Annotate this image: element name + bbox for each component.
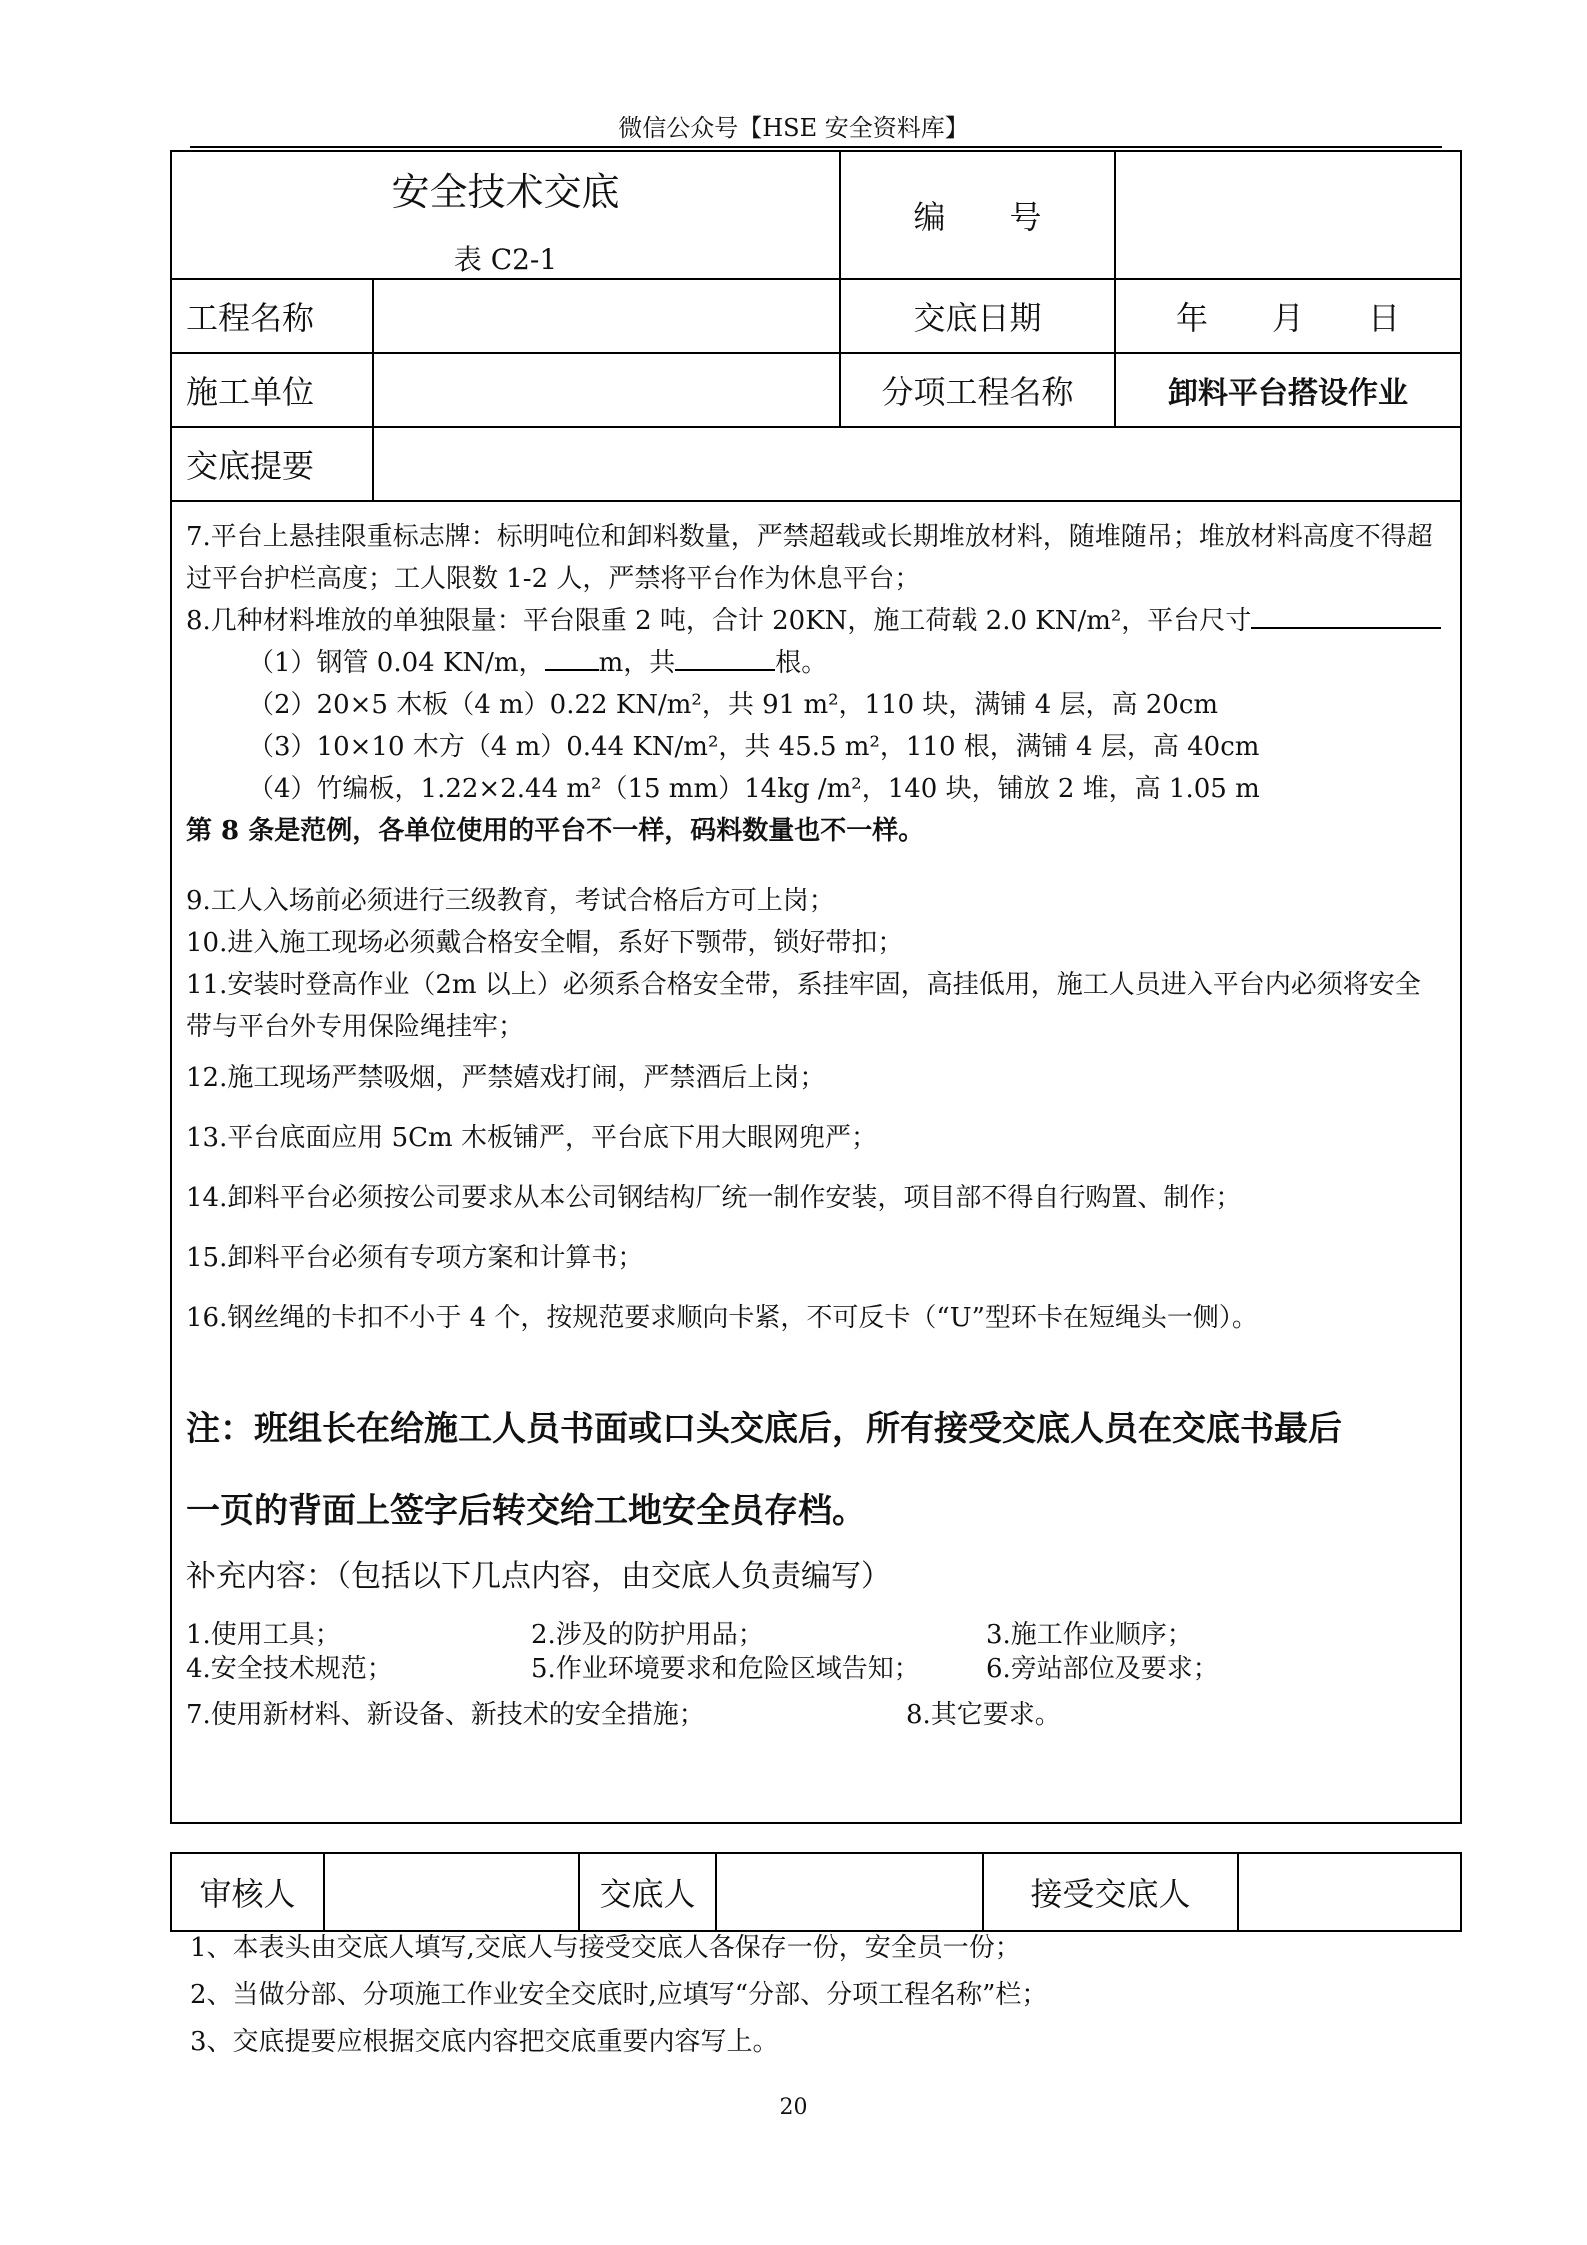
form-title-cell <box>171 151 840 279</box>
item-8-1 <box>186 642 1446 684</box>
item-9: 9.工人入场前必须进行三级教育，考试合格后方可上岗； <box>186 886 835 916</box>
project-name-field[interactable] <box>373 279 840 353</box>
item-8-4: （4）竹编板，1.22×2.44 m²（15 mm）14kg /m²，140 块，铺放 2 堆，高 1.05 m <box>248 774 1260 804</box>
count-blank[interactable] <box>675 643 775 671</box>
form-code: 表 C2-1 <box>453 242 558 276</box>
sub-project-field[interactable]: 卸料平台搭设作业 <box>1115 353 1461 427</box>
date-field[interactable]: 年 月 日 <box>1115 279 1461 353</box>
supplement-item-7: 7.使用新材料、新设备、新技术的安全措施； <box>186 1700 705 1730</box>
reviewer-label: 审核人 <box>171 1853 324 1931</box>
summary-label: 交底提要 <box>171 427 373 501</box>
item-10: 10.进入施工现场必须戴合格安全帽，系好下颚带，锁好带扣； <box>186 928 904 958</box>
discloser-field[interactable] <box>716 1853 983 1931</box>
supplement-item-8: 8.其它要求。 <box>906 1700 1061 1730</box>
note-line-1: 注：班组长在给施工人员书面或口头交底后，所有接受交底人员在交底书最后 <box>186 1409 1342 1449</box>
number-field[interactable] <box>1115 151 1461 279</box>
footnotes <box>190 1925 1047 2066</box>
item-13: 13.平台底面应用 5Cm 木板铺严，平台底下用大眼网兜严； <box>186 1123 877 1153</box>
supplement-item-6: 6.旁站部位及要求； <box>986 1654 1219 1684</box>
receiver-field[interactable] <box>1238 1853 1461 1931</box>
item-7: 7.平台上悬挂限重标志牌：标明吨位和卸料数量，严禁超载或长期堆放材料，随堆随吊；堆放材料高度不得超过平台护栏高度；工人限数 1-2 人，严禁将平台作为休息平台； <box>186 522 1433 594</box>
item-8-1c: 根。 <box>775 648 828 678</box>
supplement-item-3: 3.施工作业顺序； <box>986 1620 1193 1650</box>
item-15: 15.卸料平台必须有专项方案和计算书； <box>186 1243 644 1273</box>
sub-project-label: 分项工程名称 <box>840 353 1115 427</box>
supplement-title: 补充内容：（包括以下几点内容，由交底人负责编写） <box>186 1559 891 1594</box>
discloser-label: 交底人 <box>579 1853 716 1931</box>
unit-field[interactable] <box>373 353 840 427</box>
item-8-text: 8.几种材料堆放的单独限量：平台限重 2 吨，合计 20KN，施工荷载 2.0 KN/m²，平台尺寸 <box>186 606 1252 636</box>
header-divider <box>190 146 1442 148</box>
number-label: 编 号 <box>840 151 1115 279</box>
item-8-2: （2）20×5 木板（4 m）0.22 KN/m²，共 91 m²，110 块，满铺 4 层，高 20cm <box>248 690 1219 720</box>
supplement-item-4: 4.安全技术规范； <box>186 1654 393 1684</box>
supplement-item-1: 1.使用工具； <box>186 1620 341 1650</box>
supplement-item-2: 2.涉及的防护用品； <box>531 1620 764 1650</box>
footnote-2: 2、当做分部、分项施工作业安全交底时,应填写“分部、分项工程名称”栏； <box>190 1980 1048 2010</box>
safety-disclosure-form <box>170 150 1462 1824</box>
supplement-row-2 <box>186 1652 1446 1686</box>
item-8 <box>186 600 1446 642</box>
page-number: 20 <box>779 2095 808 2120</box>
supplement-row-1 <box>186 1618 1446 1652</box>
reviewer-field[interactable] <box>324 1853 579 1931</box>
disclosure-content <box>171 501 1461 1823</box>
item-14: 14.卸料平台必须按公司要求从本公司钢结构厂统一制作安装，项目部不得自行购置、制作； <box>186 1183 1242 1213</box>
item-8-3: （3）10×10 木方（4 m）0.44 KN/m²，共 45.5 m²，110 根，满铺 4 层，高 40cm <box>248 732 1260 762</box>
item-12: 12.施工现场严禁吸烟，严禁嬉戏打闹，严禁酒后上岗； <box>186 1063 826 1093</box>
signature-table <box>170 1852 1462 1932</box>
page-header: 微信公众号【HSE 安全资料库】 <box>618 114 969 142</box>
date-label: 交底日期 <box>840 279 1115 353</box>
note-line-2: 一页的背面上签字后转交给工地安全员存档。 <box>186 1491 866 1531</box>
summary-field[interactable] <box>373 427 1461 501</box>
receiver-label: 接受交底人 <box>983 1853 1238 1931</box>
supplement-row-3 <box>186 1698 1446 1732</box>
project-name-label: 工程名称 <box>171 279 373 353</box>
unit-label: 施工单位 <box>171 353 373 427</box>
supplement-item-5: 5.作业环境要求和危险区域告知； <box>531 1654 920 1684</box>
item-8-1a: （1）钢管 0.04 KN/m， <box>248 648 545 678</box>
item-8-note: 第 8 条是范例，各单位使用的平台不一样，码料数量也不一样。 <box>186 816 925 846</box>
item-11: 11.安装时登高作业（2m 以上）必须系合格安全带，系挂牢固，高挂低用，施工人员进入平台内必须将安全带与平台外专用保险绳挂牢； <box>186 970 1421 1042</box>
footnote-3: 3、交底提要应根据交底内容把交底重要内容写上。 <box>190 2027 779 2057</box>
footnote-1: 1、本表头由交底人填写,交底人与接受交底人各保存一份，安全员一份； <box>190 1933 1021 1963</box>
length-blank[interactable] <box>545 643 599 671</box>
form-title: 安全技术交底 <box>391 169 620 214</box>
platform-size-blank[interactable] <box>1251 601 1441 629</box>
item-16: 16.钢丝绳的卡扣不小于 4 个，按规范要求顺向卡紧，不可反卡（“U”型环卡在短绳头一侧）。 <box>186 1303 1258 1333</box>
item-8-1b: m，共 <box>598 648 676 678</box>
